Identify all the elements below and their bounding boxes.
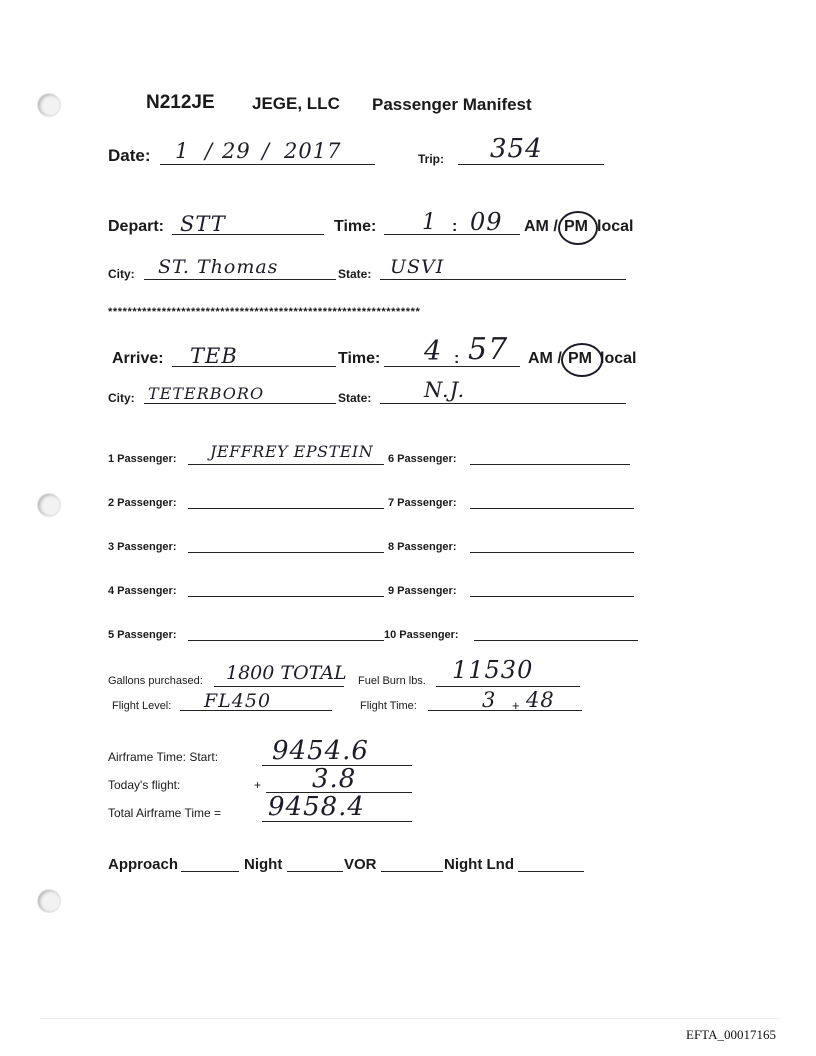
depart-city-value[interactable]: ST. Thomas [158,256,279,278]
depart-pm-label[interactable]: PM [564,218,588,235]
night-landing-label: Night Lnd [444,856,514,873]
todays-flight-plus: + [254,778,262,792]
date-separator-1: / [205,139,214,163]
date-label: Date: [108,146,151,165]
passenger-9-field-line [470,596,634,597]
vor-field-line [381,871,443,872]
arrive-city-label: City: [108,391,135,405]
depart-am-label: AM / [524,218,558,235]
passenger-3-label: 3 Passenger: [108,541,177,553]
arrive-state-label: State: [338,391,372,405]
passenger-8-label: 8 Passenger: [388,541,457,553]
arrive-city-field-line [144,403,336,404]
gallons-purchased-value[interactable]: 1800 TOTAL [226,662,347,684]
passenger-2-label: 2 Passenger: [108,497,177,509]
document-title: Passenger Manifest [372,95,532,114]
depart-city-label: City: [108,267,135,281]
trip-label: Trip: [418,152,444,166]
trip-value[interactable]: 354 [490,134,543,164]
depart-state-field-line [380,279,626,280]
passenger-10-label: 10 Passenger: [384,629,459,641]
fuel-burn-label: Fuel Burn lbs. [358,675,426,687]
airframe-start-label: Airframe Time: Start: [108,750,219,764]
gallons-purchased-field-line [214,686,344,687]
punch-hole-bottom [38,890,60,912]
depart-city-field-line [144,279,336,280]
gallons-purchased-label: Gallons purchased: [108,675,203,687]
passenger-10-field-line [474,640,638,641]
date-field-line [160,164,375,165]
aircraft-tail-number: N212JE [146,92,215,113]
passenger-6-label: 6 Passenger: [388,453,457,465]
arrive-label: Arrive: [112,350,164,367]
arrive-local-label: local [600,350,637,367]
arrive-state-field-line [380,403,626,404]
passenger-7-label: 7 Passenger: [388,497,457,509]
total-airframe-label: Total Airframe Time = [108,806,222,820]
depart-time-colon: : [452,218,458,235]
scan-edge-line [40,1018,780,1019]
night-landing-field-line [518,871,584,872]
depart-value[interactable]: STT [180,212,226,236]
passenger-3-field-line [188,552,384,553]
night-field-line [287,871,343,872]
todays-flight-value[interactable]: 3.8 [312,764,357,794]
depart-local-label: local [597,218,634,235]
flight-time-field-line [428,710,582,711]
arrive-value[interactable]: TEB [190,344,238,368]
depart-time-label: Time: [334,218,377,235]
flight-time-plus: + [512,698,520,713]
passenger-5-label: 5 Passenger: [108,629,177,641]
total-airframe-value[interactable]: 9458.4 [268,792,365,822]
passenger-5-field-line [188,640,384,641]
vor-label: VOR [344,856,377,873]
arrive-time-label: Time: [338,350,381,367]
punch-hole-top [38,94,60,116]
flight-level-label: Flight Level: [112,700,172,712]
airframe-start-value[interactable]: 9454.6 [272,736,369,766]
depart-hour-value[interactable]: 1 [422,210,437,235]
document-id: EFTA_00017165 [686,1027,776,1042]
trip-field-line [458,164,604,165]
arrive-minute-value[interactable]: 57 [468,332,509,367]
passenger-1-field-line [188,464,384,465]
arrive-am-label: AM / [528,350,562,367]
arrive-time-colon: : [454,350,460,367]
passenger-6-field-line [470,464,630,465]
fuel-burn-field-line [436,686,580,687]
night-label: Night [244,856,283,873]
passenger-4-field-line [188,596,384,597]
depart-state-label: State: [338,267,372,281]
depart-minute-value[interactable]: 09 [470,208,503,236]
flight-time-minutes-value[interactable]: 48 [526,688,555,712]
approach-label: Approach [108,856,179,873]
punch-hole-middle [38,494,60,516]
flight-level-value[interactable]: FL450 [204,690,272,712]
passenger-7-field-line [470,508,634,509]
date-month-value[interactable]: 1 [175,139,190,163]
date-year-value[interactable]: 2017 [284,139,342,163]
todays-flight-label: Today's flight: [108,778,181,792]
passenger-2-field-line [188,508,384,509]
date-separator-2: / [262,139,271,163]
flight-time-hours-value[interactable]: 3 [482,688,497,712]
arrive-state-value[interactable]: N.J. [424,378,466,402]
passenger-1-label: 1 Passenger: [108,453,177,465]
depart-label: Depart: [108,218,165,235]
depart-state-value[interactable]: USVI [390,256,445,278]
flight-time-label: Flight Time: [360,700,417,712]
company-name: JEGE, LLC [252,94,340,113]
approach-field-line [181,871,239,872]
arrive-pm-label[interactable]: PM [568,350,592,367]
passenger-1-value[interactable]: JEFFREY EPSTEIN [210,442,374,461]
date-day-value[interactable]: 29 [222,139,251,163]
passenger-8-field-line [470,552,634,553]
section-separator: **************************************************************** [108,306,421,318]
passenger-9-label: 9 Passenger: [388,585,457,597]
arrive-city-value[interactable]: TETERBORO [148,384,265,403]
passenger-4-label: 4 Passenger: [108,585,177,597]
fuel-burn-value[interactable]: 11530 [452,656,534,684]
arrive-hour-value[interactable]: 4 [424,336,443,367]
